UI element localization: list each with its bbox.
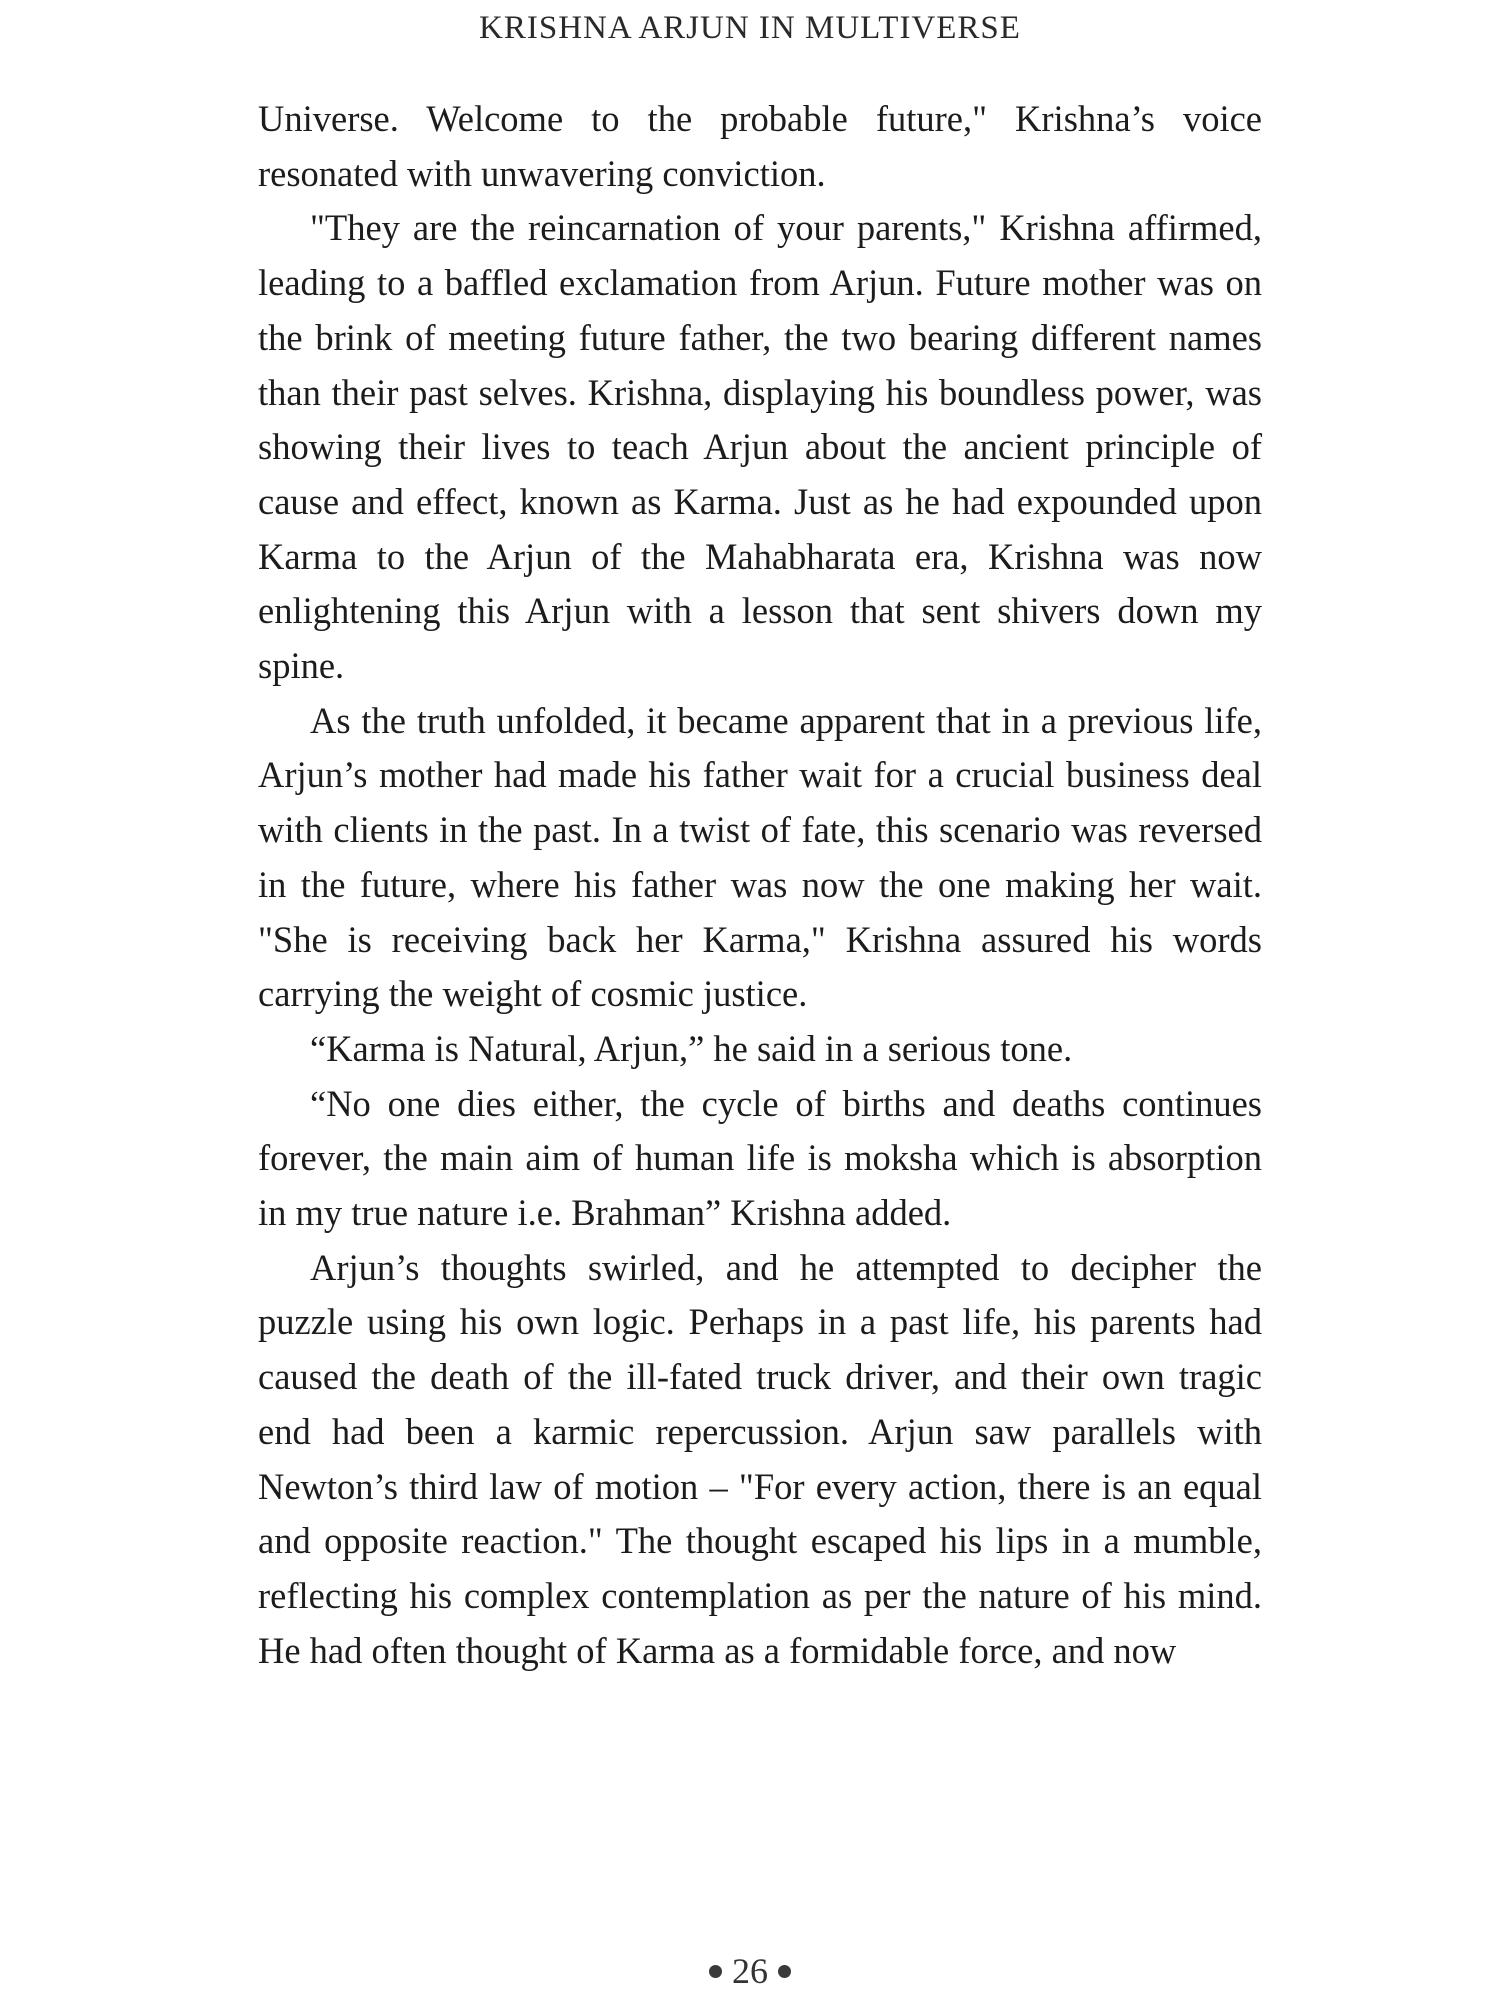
page-number-footer — [0, 1950, 1500, 1992]
bullet-dot-icon — [778, 1965, 791, 1978]
body-text — [258, 92, 1262, 1678]
running-header: KRISHNA ARJUN IN MULTIVERSE — [479, 10, 1021, 46]
paragraph: “No one dies either, the cycle of births and deaths continues forever, the main aim of human life is moksha which is absorption in my true nature i.e. Brahman” Krishna added. — [258, 1082, 1262, 1234]
bullet-dot-icon — [709, 1965, 722, 1978]
paragraph: "They are the reincarnation of your parents," Krishna affirmed, leading to a baffled exclamation from Arjun. Future mother was on the brink of meeting future father, the two bearing different names than their past selves. Krishna, displaying his boundless power, was showing their lives to teach Arjun about the ancient principle of cause and effect, known as Karma. Just as he had expounded upon Karma to the Arjun of the Mahabharata era, Krishna was now enlightening this Arjun with a lesson that sent shivers down my spine. — [258, 207, 1262, 687]
paragraph: As the truth unfolded, it became apparent that in a previous life, Arjun’s mother had made his father wait for a crucial business deal with clients in the past. In a twist of fate, this scenario was reversed in the future, where his father was now the one making her wait. "She is receiving back her Karma," Krishna assured his words carrying the weight of cosmic justice. — [258, 699, 1262, 1015]
paragraph: Arjun’s thoughts swirled, and he attempted to decipher the puzzle using his own logic. Perhaps in a past life, his parents had caused the death of the ill-fated truck driver, and their own tragic end had been a karmic repercussion. Arjun saw parallels with Newton’s third law of motion – "For every action, there is an equal and opposite reaction." The thought escaped his lips in a mumble, reflecting his complex contemplation as per the nature of his mind. He had often thought of Karma as a formidable force, and now — [258, 1246, 1262, 1671]
paragraph: “Karma is Natural, Arjun,” he said in a serious tone. — [310, 1027, 1073, 1069]
page-number: 26 — [732, 1951, 768, 1991]
paragraph-continuation: Universe. Welcome to the probable future," Krishna’s voice resonated with unwavering conviction. — [258, 98, 1262, 194]
